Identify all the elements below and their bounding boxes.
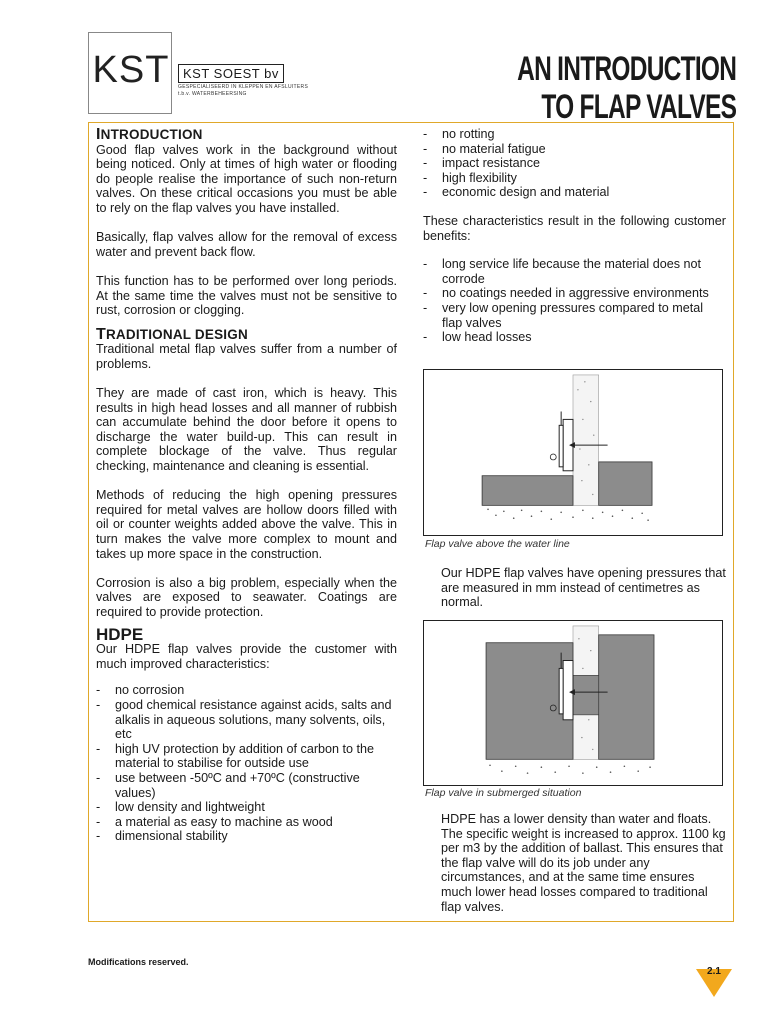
list-item: - high flexibility [423, 171, 726, 186]
traditional-paragraph-3: Methods of reducing the high opening pressures required for metal valves are hollow doors filled with oil or counter weights added above the valve. This in turn makes the valve more complex to mount and takes up more space in the construction. [96, 488, 397, 561]
list-item: - no corrosion [96, 683, 397, 698]
gravel-dots [489, 764, 651, 773]
list-item: - low head losses [423, 330, 726, 345]
concrete-wall [573, 375, 599, 505]
list-item: - economic design and material [423, 185, 726, 200]
figure-flap-valve-above-water [423, 369, 723, 536]
pipe-opening [573, 675, 599, 715]
hdpe-paragraph-1: Our HDPE flap valves provide the customer with much improved characteristics: [96, 642, 397, 671]
intro-paragraph-1: Good flap valves work in the background without being noticed. Only at times of high water or flooding do people realise the importance of such non-return valves. On these critical occasions you must be able to rely on the flap valves you have installed. [96, 142, 397, 215]
valve-door [559, 425, 563, 466]
list-item: - no rotting [423, 127, 726, 142]
hdpe-characteristics-list-cont [423, 127, 726, 200]
list-item: - a material as easy to machine as wood [96, 815, 397, 830]
list-item: - dimensional stability [96, 829, 397, 844]
water-right [599, 635, 654, 759]
list-item: - no material fatigue [423, 142, 726, 157]
page-number: 2.1 [707, 966, 721, 977]
pressure-paragraph-block [441, 566, 726, 610]
company-tagline [178, 84, 308, 98]
valve-body [563, 661, 573, 720]
list-item: - no coatings needed in aggressive environments [423, 286, 726, 301]
list-item: - use between -50ºC and +70ºC (constructive values) [96, 771, 397, 800]
figure-flap-valve-submerged [423, 620, 723, 786]
pressure-paragraph: Our HDPE flap valves have opening pressures that are measured in mm instead of centimetres as normal. [441, 566, 726, 610]
list-item: - good chemical resistance against acids, salts and alkalis in aqueous solutions, many solvents, oils, etc [96, 698, 397, 742]
traditional-paragraph-1: Traditional metal flap valves suffer from a number of problems. [96, 342, 397, 371]
kst-logo [88, 32, 172, 114]
intro-paragraph-3: This function has to be performed over long periods. At the same time the valves must not be sensitive to rust, corrosion or clogging. [96, 273, 397, 318]
list-item: - high UV protection by addition of carbon to the material to stabilise for outside use [96, 742, 397, 771]
figure-caption-1: Flap valve above the water line [425, 538, 570, 550]
heading-introduction: INTRODUCTION [96, 126, 203, 143]
intro-paragraph-2: Basically, flap valves allow for the removal of excess water and prevent back flow. [96, 230, 397, 259]
traditional-paragraph-2: They are made of cast iron, which is heavy. This results in high head losses and all manner of rubbish can accumulate behind the door before it opens to discharge the water build-up. This can result in complete blockage of the valve. Thus regular checking, maintenance and cleaning is essential. [96, 386, 397, 474]
valve-door [559, 668, 563, 713]
water-left [482, 476, 573, 506]
tagline-line-2: t.b.v. WATERBEHEERSING [178, 91, 247, 97]
list-item: - impact resistance [423, 156, 726, 171]
customer-benefits-list [423, 257, 726, 345]
traditional-paragraph-4: Corrosion is also a big problem, especially when the valves are exposed to seawater. Coatings are required to provide protection. [96, 575, 397, 619]
right-column [423, 127, 726, 345]
title-line-2: TO FLAP VALVES [541, 88, 736, 126]
ground-gravel [484, 505, 652, 525]
benefits-intro: These characteristics result in the following customer benefits: [423, 213, 726, 243]
water-right [599, 462, 652, 505]
figure-caption-2: Flap valve in submerged situation [425, 787, 582, 799]
title-line-1: AN INTRODUCTION [516, 50, 736, 88]
density-paragraph-block [441, 812, 726, 914]
tagline-line-1: GESPECIALISEERD IN KLEPPEN EN AFSLUITERS [178, 84, 309, 90]
left-column [96, 128, 397, 844]
density-paragraph: HDPE has a lower density than water and floats. The specific weight is increased to approx. 1100 kg per m3 by the addition of ballast. This ensures that the flap valve will do its job under any circumstances, and at the same time ensures much lower head losses compared to traditional flap valves. [441, 812, 726, 914]
hdpe-characteristics-list [96, 683, 397, 844]
modifications-note: Modifications reserved. [88, 957, 189, 967]
list-item: - very low opening pressures compared to metal flap valves [423, 301, 726, 330]
page-title [517, 50, 736, 126]
logo-mark: KST [92, 49, 170, 91]
heading-hdpe: HDPE [96, 624, 144, 644]
list-item: - low density and lightweight [96, 800, 397, 815]
heading-traditional-design: TRADITIONAL DESIGN [96, 325, 248, 343]
list-item: - long service life because the material does not corrode [423, 257, 726, 286]
company-name: KST SOEST bv [178, 64, 284, 83]
